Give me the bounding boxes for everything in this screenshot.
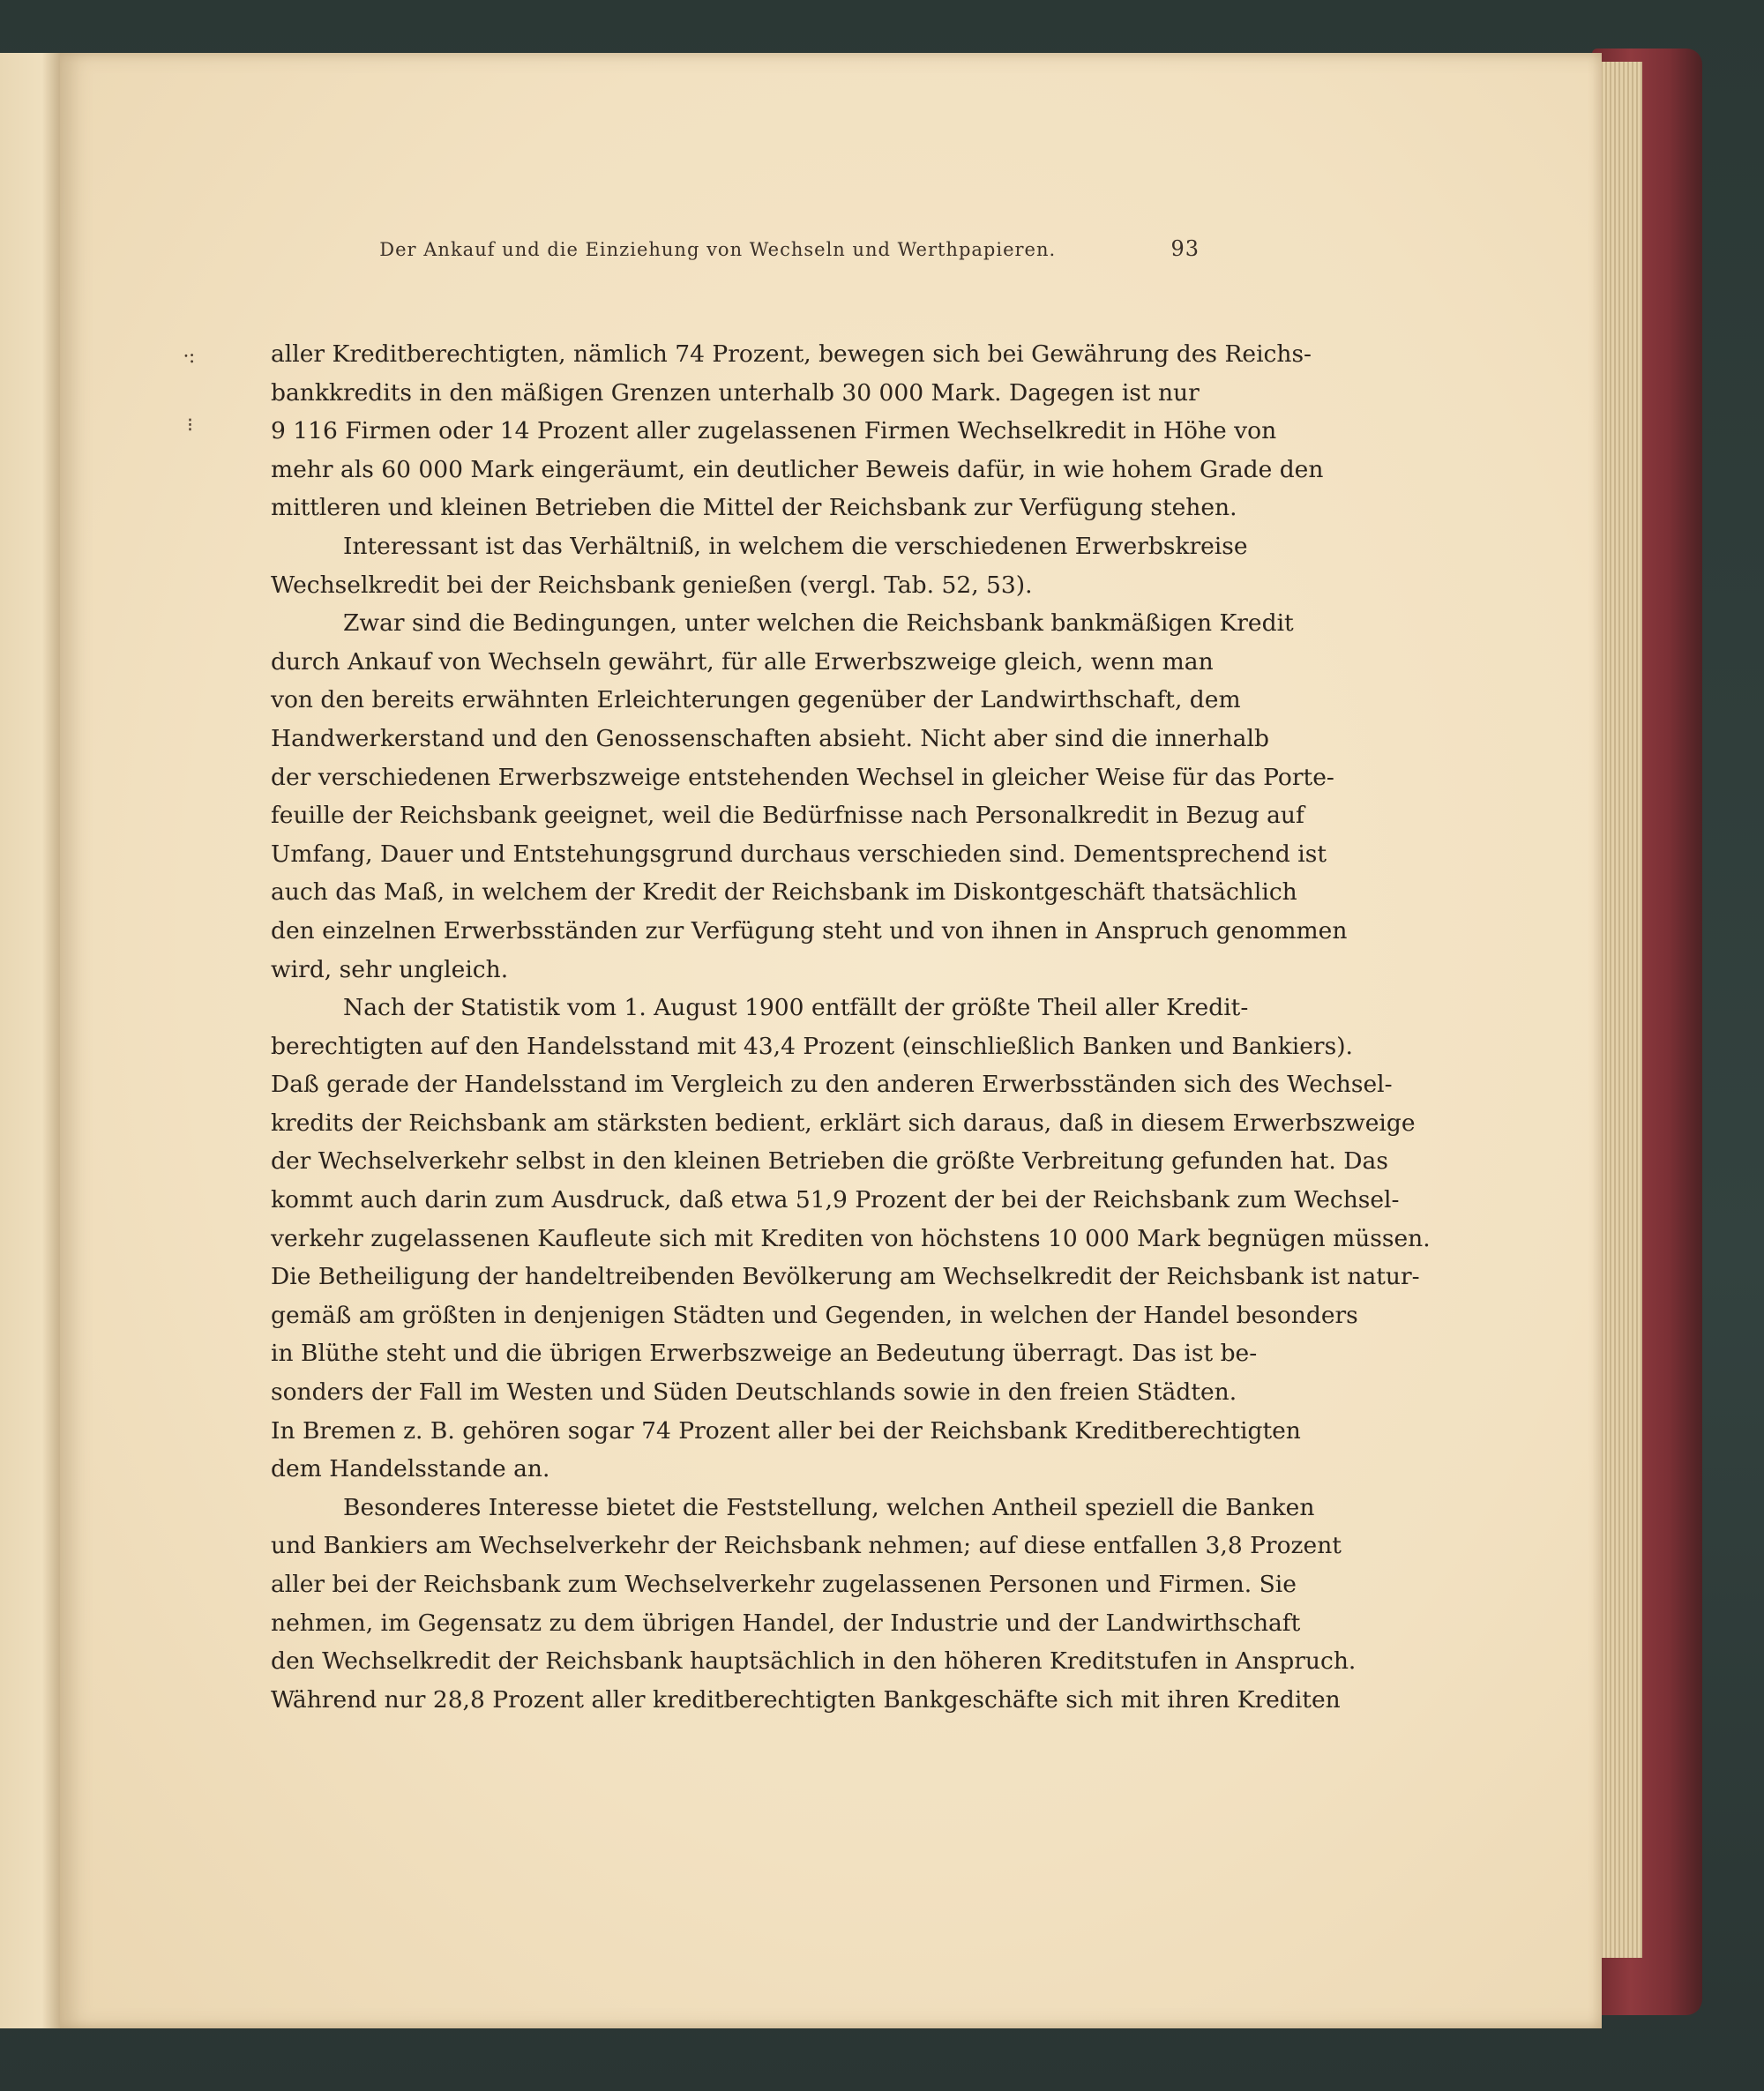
text-line: Zwar sind die Bedingungen, unter welchen die Reichsbank bankmäßigen Kredit — [343, 609, 1294, 638]
text-line: den einzelnen Erwerbsständen zur Verfügung steht und von ihnen in Anspruch genommen — [271, 916, 1348, 945]
text-line: Handwerkerstand und den Genossenschaften absieht. Nicht aber sind die innerhalb — [271, 724, 1269, 752]
text-line: den Wechselkredit der Reichsbank hauptsächlich in den höheren Kreditstufen in Anspruch. — [271, 1647, 1357, 1676]
text-line: durch Ankauf von Wechseln gewährt, für alle Erwerbszweige gleich, wenn man — [271, 647, 1214, 676]
text-line: sonders der Fall im Westen und Süden Deutschlands sowie in den freien Städten. — [271, 1378, 1237, 1407]
text-line: kommt auch darin zum Ausdruck, daß etwa 51,9 Prozent der bei der Reichsbank zum Wechsel- — [271, 1186, 1400, 1214]
text-line: aller Kreditberechtigten, nämlich 74 Prozent, bewegen sich bei Gewährung des Reichs- — [271, 340, 1312, 368]
text-line: kredits der Reichsbank am stärksten bedient, erklärt sich daraus, daß in diesem Erwerbszweige — [271, 1109, 1416, 1137]
running-head — [265, 236, 1200, 261]
text-line: nehmen, im Gegensatz zu dem übrigen Handel, der Industrie und der Landwirthschaft — [271, 1609, 1301, 1637]
text-line: von den bereits erwähnten Erleichterungen gegenüber der Landwirthschaft, dem — [271, 686, 1241, 714]
text-line: In Bremen z. B. gehören sogar 74 Prozent aller bei der Reichsbank Kreditberechtigten — [271, 1416, 1301, 1445]
text-line: mehr als 60 000 Mark eingeräumt, ein deutlicher Beweis dafür, in wie hohem Grade den — [271, 455, 1324, 483]
text-line: Besonderes Interesse bietet die Feststellung, welchen Antheil speziell die Banken — [343, 1493, 1315, 1521]
text-line: und Bankiers am Wechselverkehr der Reichsbank nehmen; auf diese entfallen 3,8 Prozent — [271, 1532, 1342, 1560]
text-line: der verschiedenen Erwerbszweige entstehenden Wechsel in gleicher Weise für das Porte- — [271, 763, 1334, 791]
text-line: wird, sehr ungleich. — [271, 955, 509, 983]
page-stack-edge — [1598, 62, 1642, 1958]
running-head-title: Der Ankauf und die Einziehung von Wechseln und Werthpapieren. — [379, 239, 1057, 260]
margin-annotation: ⁝ — [187, 414, 193, 437]
text-line: Nach der Statistik vom 1. August 1900 entfällt der größte Theil aller Kredit- — [343, 994, 1249, 1022]
text-line: aller bei der Reichsbank zum Wechselverkehr zugelassenen Personen und Firmen. Sie — [271, 1571, 1297, 1598]
text-line: verkehr zugelassenen Kaufleute sich mit Krediten von höchstens 10 000 Mark begnügen müssen. — [271, 1224, 1431, 1252]
margin-annotation: ⸱: — [183, 346, 196, 368]
left-page-edge — [0, 53, 60, 2028]
text-line: gemäß am größten in denjenigen Städten und Gegenden, in welchen der Handel besonders — [271, 1301, 1358, 1329]
text-line: Die Betheiligung der handeltreibenden Bevölkerung am Wechselkredit der Reichsbank ist natur- — [271, 1263, 1420, 1291]
text-line: Daß gerade der Handelsstand im Vergleich zu den anderen Erwerbsständen sich des Wechsel- — [271, 1071, 1393, 1099]
text-line: in Blüthe steht und die übrigen Erwerbszweige an Bedeutung überragt. Das ist be- — [271, 1340, 1258, 1368]
text-line: dem Handelsstande an. — [271, 1455, 550, 1483]
text-line: bankkredits in den mäßigen Grenzen unterhalb 30 000 Mark. Dagegen ist nur — [271, 378, 1200, 407]
page-number: 93 — [1170, 236, 1200, 261]
text-line: feuille der Reichsbank geeignet, weil die Bedürfnisse nach Personalkredit in Bezug auf — [271, 802, 1304, 830]
text-line: berechtigten auf den Handelsstand mit 43,4 Prozent (einschließlich Banken und Bankiers). — [271, 1032, 1353, 1060]
text-line: auch das Maß, in welchem der Kredit der Reichsbank im Diskontgeschäft thatsächlich — [271, 878, 1297, 907]
body-text — [271, 335, 1431, 1719]
text-line: 9 116 Firmen oder 14 Prozent aller zugelassenen Firmen Wechselkredit in Höhe von — [271, 417, 1277, 445]
text-line: mittleren und kleinen Betrieben die Mittel der Reichsbank zur Verfügung stehen. — [271, 494, 1237, 522]
text-line: Wechselkredit bei der Reichsbank genießen (vergl. Tab. 52, 53). — [271, 571, 1033, 599]
text-line: Während nur 28,8 Prozent aller kreditberechtigten Bankgeschäfte sich mit ihren Krediten — [271, 1685, 1341, 1714]
text-line: der Wechselverkehr selbst in den kleinen Betrieben die größte Verbreitung gefunden hat. Das — [271, 1147, 1388, 1176]
text-line: Umfang, Dauer und Entstehungsgrund durchaus verschieden sind. Dementsprechend ist — [271, 840, 1327, 868]
text-line: Interessant ist das Verhältniß, in welchem die verschiedenen Erwerbskreise — [343, 532, 1248, 560]
